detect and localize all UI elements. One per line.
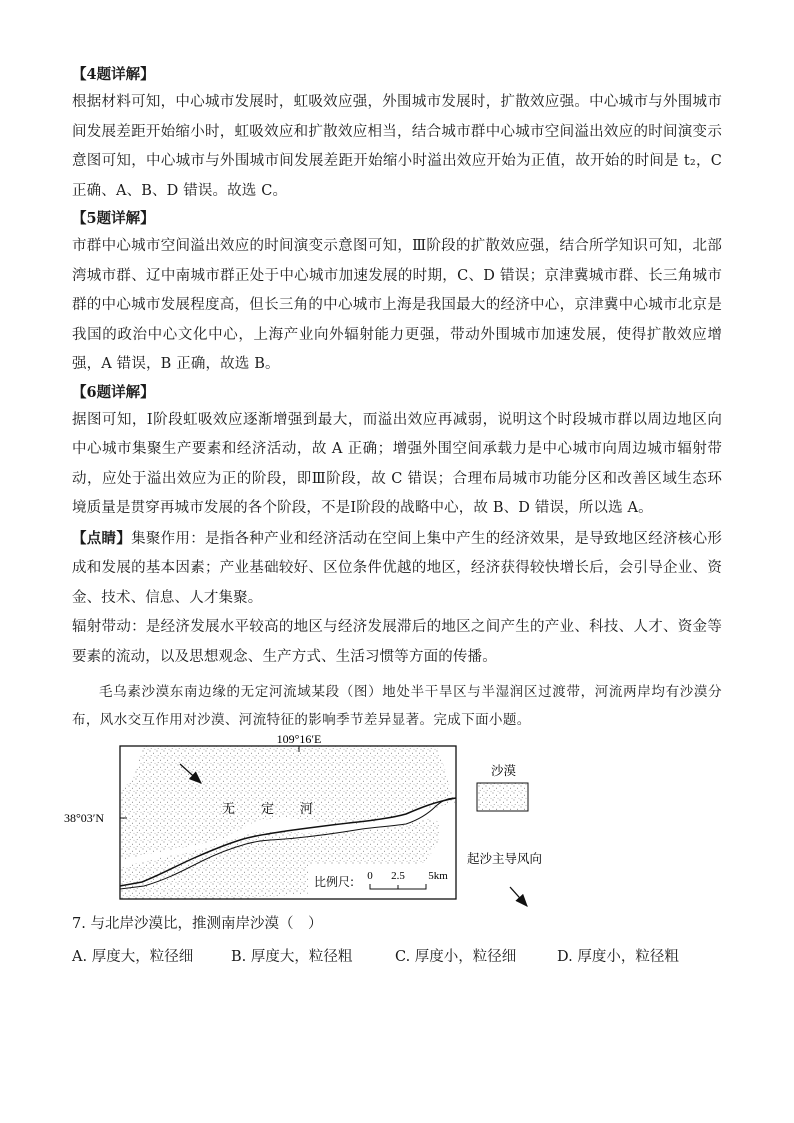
q5-body: 市群中心城市空间溢出效应的时间演变示意图可知，Ⅲ阶段的扩散效应强，结合所学知识可知，北部湾城市群、辽中南城市群正处于中心城市加速发展的时期，C、D 错误；京津冀城市群、长三角城市群的中心城市发展程度高，但长三角的中心城市上海是我国最大的经济中心，京津冀中心城市北京是我国的政治中心文化中心，上海产业向外辐射能力更强，带动外围城市加速发展，使得扩散效应增强，A 错误，B 正确，故选 B。 xyxy=(72,238,722,372)
river-name-char-1: 无 xyxy=(222,802,236,817)
option-c[interactable]: C. 厚度小，粒径细 xyxy=(395,949,517,965)
page-content xyxy=(64,62,722,970)
scale-tick-2-5: 2.5 xyxy=(391,870,405,882)
option-d[interactable]: D. 厚度小，粒径粗 xyxy=(557,949,679,965)
q4-section xyxy=(72,62,722,206)
tip-paragraph-1 xyxy=(72,524,722,614)
legend-wind-label: 起沙主导风向 xyxy=(467,851,543,866)
tip-section xyxy=(72,524,722,673)
tip-label: 【点睛】 xyxy=(72,529,132,547)
q6-body: 据图可知，Ⅰ阶段虹吸效应逐渐增强到最大，而溢出效应再减弱，说明这个时段城市群以周边地区向中心城市集聚生产要素和经济活动，故 A 正确；增强外围空间承载力是中心城市向周边城市辐射带动，应处于溢出效应为正的阶段，即Ⅲ阶段，故 C 错误；合理布局城市功能分区和改善区域生态环境质量是贯穿再城市发展的各个阶段，不是Ⅰ阶段的战略中心，故 B、D 错误，所以选 A。 xyxy=(72,411,722,516)
legend-desert-label: 沙漠 xyxy=(491,763,517,778)
river-name-char-2: 定 xyxy=(261,802,275,817)
latitude-label: 38°03′N xyxy=(64,811,105,825)
q4-title: 【4题详解】 xyxy=(72,66,155,83)
map-intro: 毛乌素沙漠东南边缘的无定河流域某段（图）地处半干旱区与半湿润区过渡带，河流两岸均有沙漠分布，风水交互作用对沙漠、河流特征的影响季节差异显著。完成下面小题。 xyxy=(72,684,722,728)
question-7-options xyxy=(72,944,722,970)
tip-paragraph-2: 辐射带动：是经济发展水平较高的地区与经济发展滞后的地区之间产生的产业、科技、人才、资金等要素的流动，以及思想观念、生产方式、生活习惯等方面的传播。 xyxy=(72,619,722,665)
q5-section xyxy=(72,206,722,380)
q5-title: 【5题详解】 xyxy=(72,210,155,227)
scale-label: 比例尺: xyxy=(314,875,355,889)
q6-title: 【6题详解】 xyxy=(72,383,155,401)
legend-wind-arrow xyxy=(510,887,527,906)
map-svg xyxy=(64,732,722,912)
q6-section xyxy=(72,380,722,524)
legend-desert-swatch xyxy=(477,783,528,811)
question-7-stem: 7. 与北岸沙漠比，推测南岸沙漠（ ） xyxy=(72,916,323,932)
longitude-label: 109°16′E xyxy=(276,732,322,746)
option-a[interactable]: A. 厚度大，粒径细 xyxy=(72,949,194,965)
scale-tick-5km: 5km xyxy=(428,870,448,882)
map-figure xyxy=(64,732,722,912)
scale-tick-0: 0 xyxy=(367,870,373,882)
tip-body-1: 集聚作用：是指各种产业和经济活动在空间上集中产生的经济效果，是导致地区经济核心形成和发展的基本因素；产业基础较好、区位条件优越的地区，经济获得较快增长后，会引导企业、资金、技术、信息、人才集聚。 xyxy=(72,530,722,606)
river-name-char-3: 河 xyxy=(300,802,314,817)
q4-body: 根据材料可知，中心城市发展时，虹吸效应强，外围城市发展时，扩散效应强。中心城市与外围城市间发展差距开始缩小时，虹吸效应和扩散效应相当，结合城市群中心城市空间溢出效应的时间演变示意图可知，中心城市与外围城市间发展差距开始缩小时溢出效应开始为正值，故开始的时间是 t₂，C 正确、A、B、D 错误。故选 C。 xyxy=(72,94,722,199)
option-b[interactable]: B. 厚度大，粒径粗 xyxy=(231,949,353,965)
